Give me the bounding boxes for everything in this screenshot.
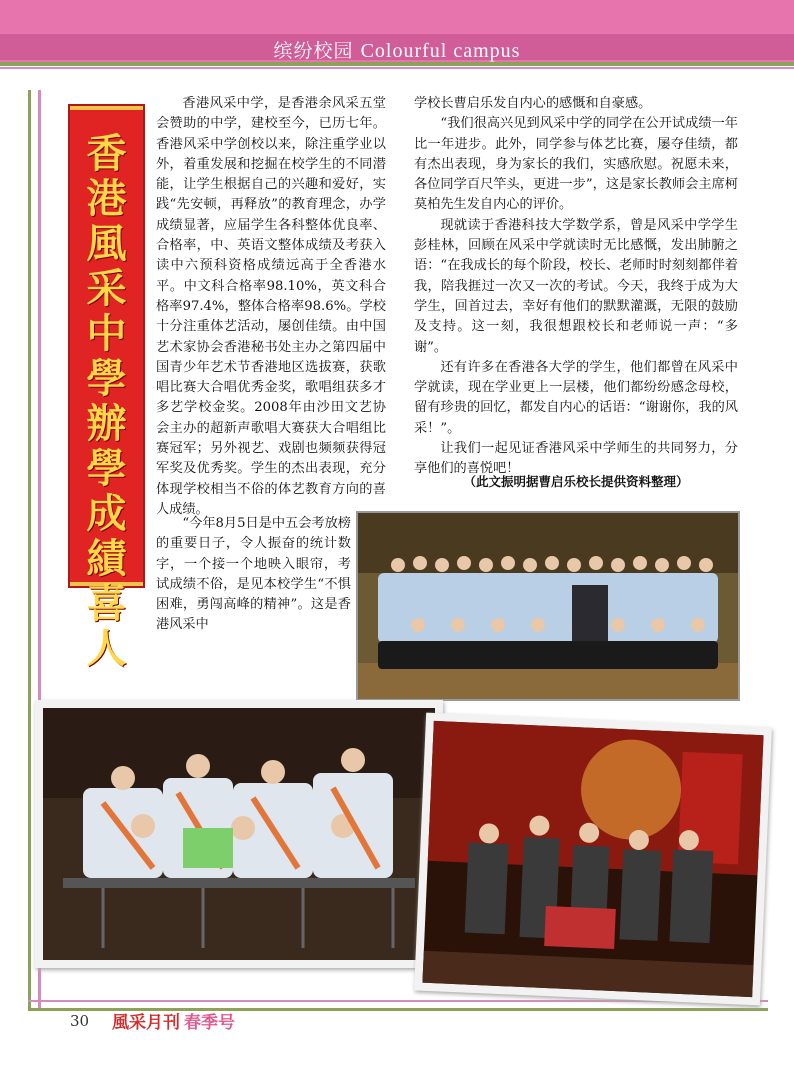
section-title-en: Colourful campus — [360, 40, 521, 62]
article-paragraph: 现就读于香港科技大学数学系，曾是风采中学学生彭桂林，回顾在风采中学就读时无比感慨，发出肺腑之语：“在我成长的每个阶段，校长、老师时时刻刻都伴着我，陪我捱过一次又一次的考试。今天，我终于成为大学生，回首过去，幸好有他们的默默灌溉，无限的鼓励及支持。这一刻，我很想跟校长和老师说一声：“多谢”。 — [414, 217, 738, 355]
headline-text: 香港風采中學辦學成績喜人 — [86, 131, 127, 672]
article-left-column-cont — [156, 514, 351, 633]
section-title-cn: 缤纷校园 — [273, 40, 354, 62]
article-right-column — [414, 94, 738, 494]
article-paragraph: 学校长曹启乐发自内心的感慨和自豪感。 — [414, 96, 652, 111]
header-divider-green — [0, 62, 794, 66]
article-paragraph: “我们很高兴见到风采中学的同学在公开试成绩一年比一年进步。此外，同学参与体艺比赛，屡夺佳绩，都有杰出表现，身为家长的我们，实感欣慰。祝愿未来，各位同学百尺竿头，更进一步”，这是家长教师会主席柯莫柏先生发自内心的评价。 — [414, 116, 738, 213]
stage-performance-photo — [414, 713, 772, 1006]
article-paragraph: 让我们一起见证香港风采中学师生的共同努力，分享他们的喜悦吧！ — [414, 441, 738, 477]
students-sash-photo — [35, 700, 443, 968]
page-number: 30 — [70, 1012, 90, 1030]
left-border-green — [28, 90, 31, 1010]
magazine-season: 春季号 — [184, 1013, 235, 1033]
source-note: （此文振明据曹启乐校长提供资料整理） — [463, 474, 689, 489]
group-photo-stage — [356, 511, 740, 701]
article-paragraph: 还有许多在香港各大学的学生，他们都曾在风采中学就读，现在学业更上一层楼，他们都纷纷感念母校，留有珍贵的回忆，都发自内心的话语：“谢谢你，我的风采！”。 — [414, 359, 738, 436]
article-paragraph: 香港风采中学，是香港余风采五堂会赞助的中学，建校至今，已历七年。香港风采中学创校以来，除注重学业以外，着重发展和挖掘在校学生的不同潜能，让学生根据自己的兴趣和爱好，实践“先安顿，再释放”的教育理念，办学成绩显著，应届学生各科整体优良率、合格率，中、英语文整体成绩及考获入读中六预科资格成绩远高于全香港水平。中文科合格率98.10%，英文科合格率97.4%，整体合格率98.6%。学校十分注重体艺活动，屡创佳绩。由中国艺术家协会香港秘书处主办之第四届中国青少年艺术节香港地区选拔赛，获歌唱比赛大合唱优秀金奖，歌唱组获多才多艺学校金奖。2008年由沙田文艺协会主办的超新声歌唱大赛获大合唱组比赛冠军；另外视艺、戏剧也频频获得冠军奖及优秀奖。学生的杰出表现，充分体现学校相当不俗的体艺教育方向的喜人成绩。 — [156, 96, 386, 517]
article-left-column — [156, 94, 386, 517]
magazine-title — [112, 1008, 235, 1033]
magazine-name: 風采月刊 — [112, 1013, 180, 1033]
header-divider-pink — [0, 67, 794, 69]
article-paragraph: “今年8月5日是中五会考放榜的重要日子，令人振奋的统计数字，一个接一个地映入眼帘，考试成绩不俗，是见本校学生“不惧困难，勇闯高峰的精神”。这是香港风采中 — [156, 516, 351, 633]
headline-banner — [70, 106, 143, 672]
section-title — [0, 36, 794, 63]
